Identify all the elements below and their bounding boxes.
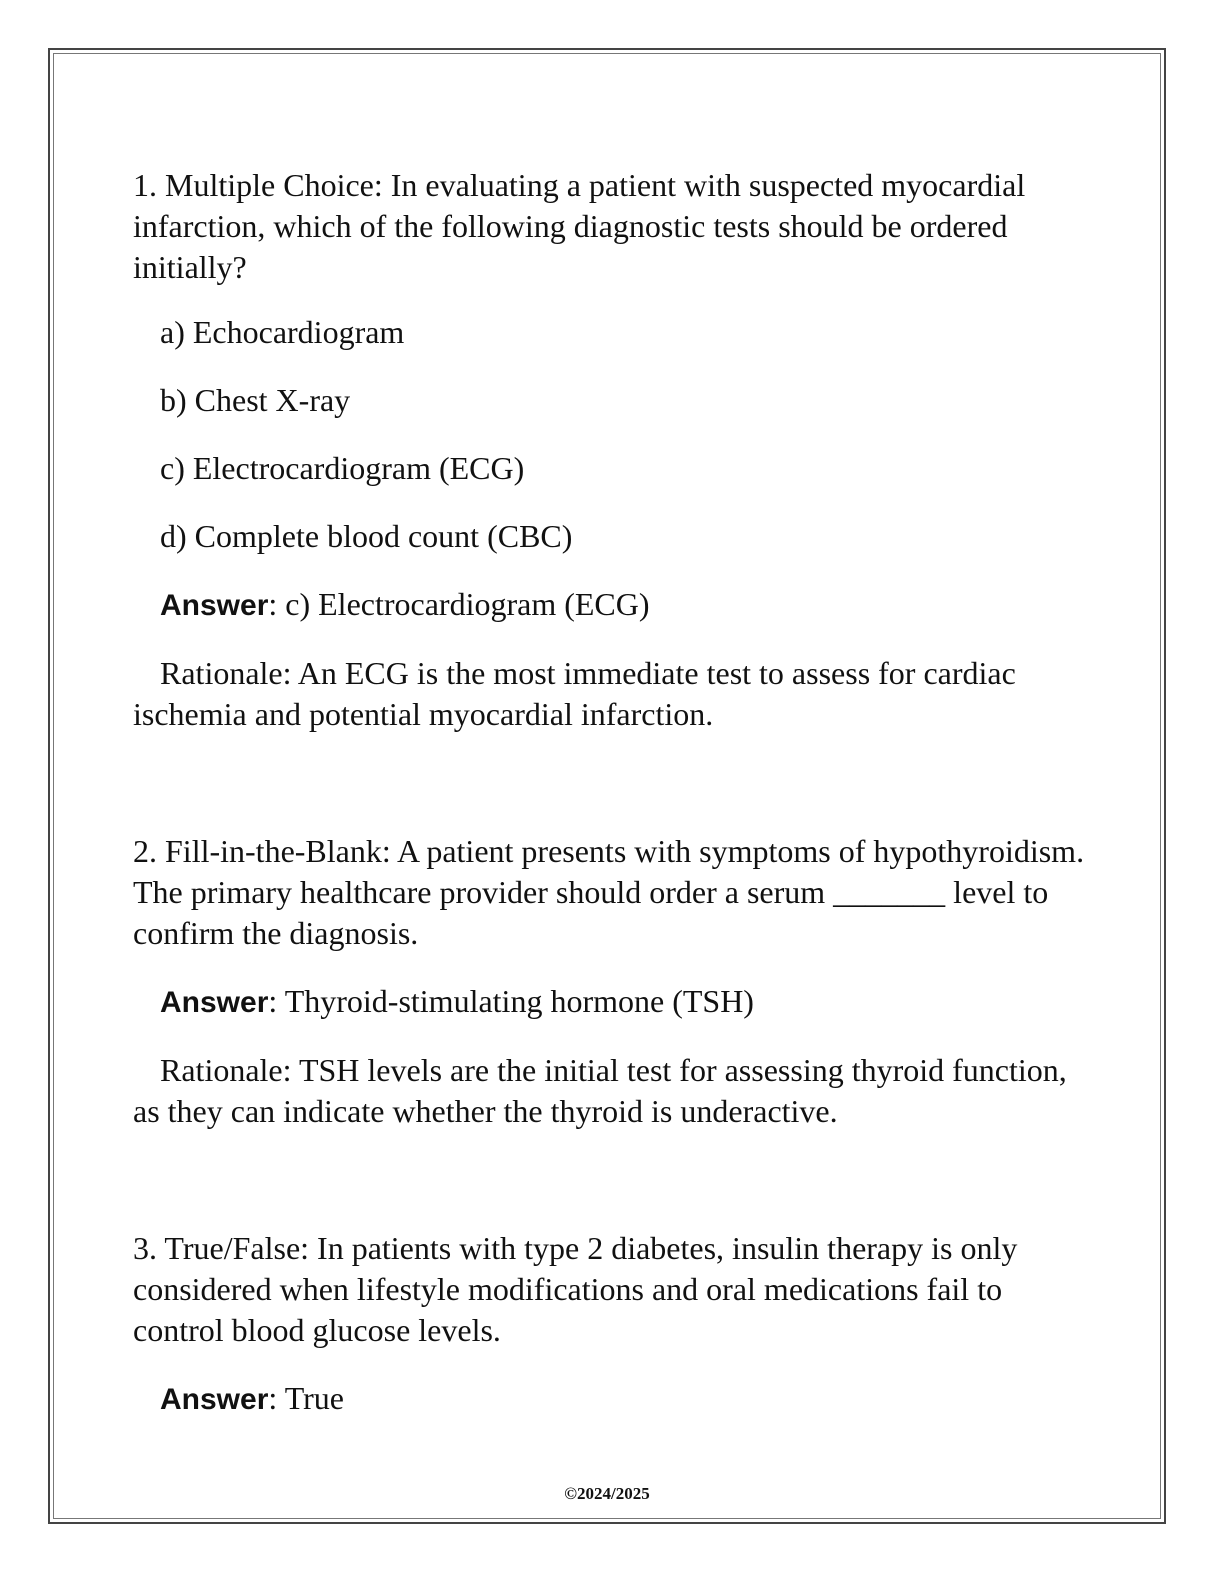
question-1-option-b: b) Chest X-ray (160, 382, 351, 418)
answer-value: : c) Electrocardiogram (ECG) (268, 586, 650, 622)
question-1 (133, 165, 1093, 735)
question-2-rationale: Rationale: TSH levels are the initial test for assessing thyroid function, as they can indicate whether the thyroid is underactive. (133, 1052, 1067, 1129)
footer-copyright: ©2024/2025 (564, 1484, 650, 1503)
question-1-text: 1. Multiple Choice: In evaluating a patient with suspected myocardial infarction, which of the following diagnostic tests should be ordered initially? (133, 167, 1026, 285)
question-3-answer (133, 1378, 1093, 1420)
question-3 (133, 1228, 1093, 1420)
question-1-option-a: a) Echocardiogram (160, 314, 405, 350)
question-1-rationale: Rationale: An ECG is the most immediate test to assess for cardiac ischemia and potential myocardial infarction. (133, 655, 1016, 732)
answer-label: Answer (160, 986, 269, 1019)
question-1-answer (133, 584, 1093, 626)
answer-label: Answer (160, 589, 269, 622)
question-1-option-d: d) Complete blood count (CBC) (160, 518, 573, 554)
question-2-answer (133, 981, 1093, 1023)
answer-label: Answer (160, 1383, 269, 1416)
question-3-text: 3. True/False: In patients with type 2 diabetes, insulin therapy is only considered when lifestyle modifications and oral medications fail to control blood glucose levels. (133, 1230, 1018, 1348)
question-2-text: 2. Fill-in-the-Blank: A patient presents with symptoms of hypothyroidism. The primary healthcare provider should order a serum _______ level to confirm the diagnosis. (133, 833, 1085, 951)
document-content (133, 165, 1093, 1420)
answer-value: : True (268, 1380, 344, 1416)
question-2 (133, 831, 1093, 1132)
answer-value: : Thyroid-stimulating hormone (TSH) (268, 983, 754, 1019)
question-1-option-c: c) Electrocardiogram (ECG) (160, 450, 525, 486)
